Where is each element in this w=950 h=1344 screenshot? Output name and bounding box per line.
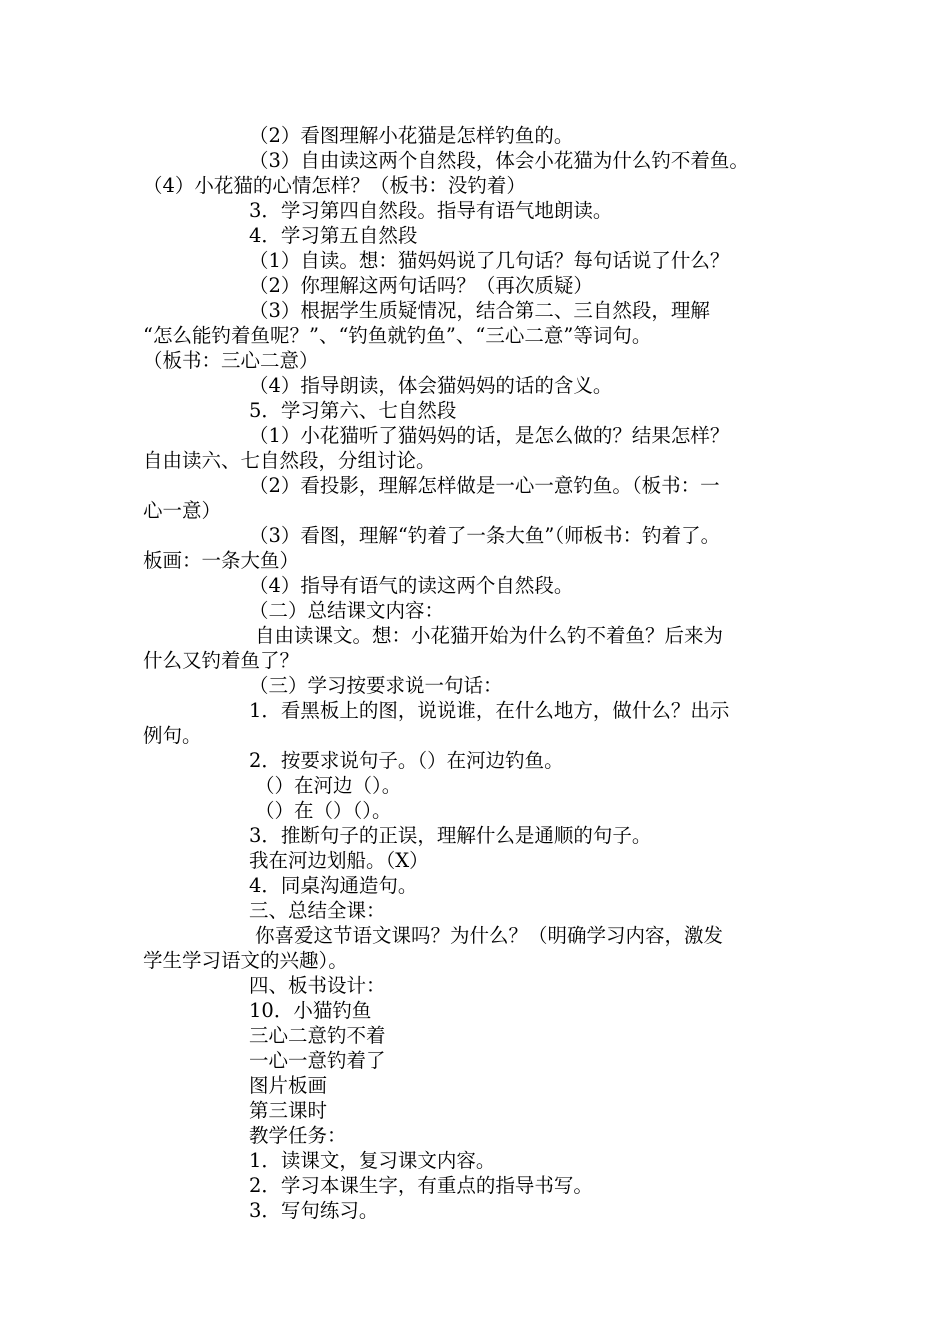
text-line: 板画：一条大鱼） [143, 549, 300, 572]
text-line: 例句。 [143, 724, 202, 747]
text-line: （3）看图，理解“钓着了一条大鱼”（师板书：钓着了。 [249, 524, 721, 547]
text-line: （）在河边（）。 [255, 774, 402, 797]
text-line: 学生学习语文的兴趣）。 [143, 949, 348, 972]
text-line: 四、板书设计： [249, 974, 386, 997]
text-line: （）在（）（）。 [255, 799, 392, 822]
text-line: 1．看黑板上的图，说说谁，在什么地方，做什么？出示 [249, 699, 730, 722]
text-line: 2．学习本课生字，有重点的指导书写。 [249, 1174, 593, 1197]
text-line: 3．学习第四自然段。指导有语气地朗读。 [249, 199, 613, 222]
text-line: （1）小花猫听了猫妈妈的话，是怎么做的？结果怎样？ [249, 424, 730, 447]
text-line: 1．读课文，复习课文内容。 [249, 1149, 496, 1172]
text-line: （4）指导朗读，体会猫妈妈的话的含义。 [249, 374, 613, 397]
text-line: （2）你理解这两句话吗？（再次质疑） [249, 274, 593, 297]
text-line: 5．学习第六、七自然段 [249, 399, 457, 422]
text-line: （板书：三心二意） [143, 349, 319, 372]
text-line: 图片板画 [249, 1074, 328, 1097]
text-line: （二）总结课文内容： [249, 599, 445, 622]
text-line: （2）看投影，理解怎样做是一心一意钓鱼。（板书：一 [249, 474, 720, 497]
text-line: 什么又钓着鱼了？ [143, 649, 300, 672]
text-line: 3．写句练习。 [249, 1199, 379, 1222]
text-line: （三）学习按要求说一句话： [249, 674, 503, 697]
text-line: （4）小花猫的心情怎样？（板书：没钓着） [143, 174, 526, 197]
text-line: （3）根据学生质疑情况，结合第二、三自然段，理解 [249, 299, 710, 322]
text-line: （1）自读。想：猫妈妈说了几句话？每句话说了什么？ [249, 249, 730, 272]
text-line: 自由读课文。想：小花猫开始为什么钓不着鱼？后来为 [255, 624, 724, 647]
text-line: （4）指导有语气的读这两个自然段。 [249, 574, 574, 597]
text-line: 三心二意钓不着 [249, 1024, 386, 1047]
text-line: 第三课时 [249, 1099, 328, 1122]
text-line: （3）自由读这两个自然段，体会小花猫为什么钓不着鱼。 [249, 149, 749, 172]
text-line: 自由读六、七自然段，分组讨论。 [143, 449, 436, 472]
text-line: 4．学习第五自然段 [249, 224, 418, 247]
text-line: 心一意） [143, 499, 222, 522]
text-line: 我在河边划船。（X） [249, 849, 429, 872]
text-line: 一心一意钓着了 [249, 1049, 386, 1072]
text-line: 4．同桌沟通造句。 [249, 874, 418, 897]
text-line: 你喜爱这节语文课吗？为什么？（明确学习内容，激发 [255, 924, 724, 947]
text-line: 三、总结全课： [249, 899, 386, 922]
text-line: （2）看图理解小花猫是怎样钓鱼的。 [249, 124, 574, 147]
text-line: 教学任务： [249, 1124, 347, 1147]
text-line: “怎么能钓着鱼呢？”、“钓鱼就钓鱼”、“三心二意”等词句。 [143, 324, 652, 347]
text-line: 10．小猫钓鱼 [249, 999, 372, 1022]
text-line: 2．按要求说句子。（）在河边钓鱼。 [249, 749, 564, 772]
text-line: 3．推断句子的正误，理解什么是通顺的句子。 [249, 824, 652, 847]
